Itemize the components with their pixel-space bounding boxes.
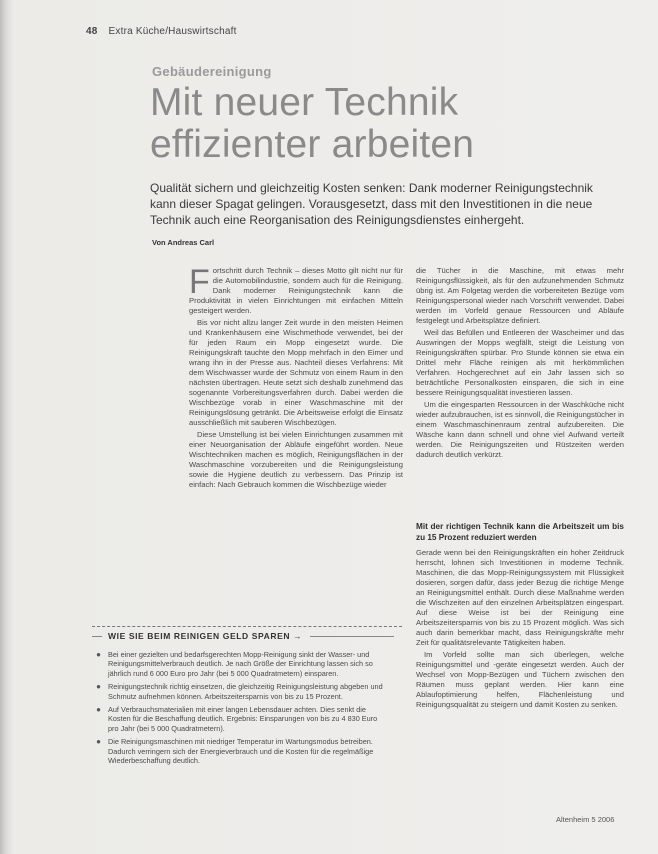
body-paragraph: die Tücher in die Maschine, mit etwas mehr Reinigungsflüssigkeit, als für den aufzunehmenden Schmutz übrig ist. Am Folgetag werden die vorbereiteten Bezüge vom Reinigungspersonal wieder nach Vorschrift verwendet. Dabei werden im Vorfeld genaue Ressourcen und Abläufe festgelegt und Arbeitsplätze definiert. [416, 266, 624, 325]
bullet-icon: ● [96, 737, 101, 747]
savings-tip-box [92, 626, 402, 821]
body-paragraph: Gerade wenn bei den Reinigungskräften ein hoher Zeitdruck herrscht, lohnen sich Investitionen in moderne Technik. Maschinen, die das Mopp-Reinigungssystem mit Flüssigkeit dosieren, sorgen dafür, dass jeder Bezug die richtige Menge an Reinigungsmittel enthält. Durch diese Maßnahme werden die Wischzeiten auf den einzelnen Arbeitsplätzen eingespart. Auf diese Weise ist bei der Reinigung eine Arbeitszeitersparnis von bis zu 15 Prozent möglich. Was sich auch darin bemerkbar macht, dass Reinigungskräfte mehr Zeit für qualitätsrelevante Tätigkeiten haben. [416, 548, 624, 647]
body-paragraph: Im Vorfeld sollte man sich überlegen, welche Reinigungsmittel und -geräte eingesetzt werden. Auch der Wechsel von Mopp-Bezügen und Tüchern zwischen den Räumen muss geplant werden. Hier kann eine Ablaufoptimierung helfen, Flächenleistung und Reinigungsqualität zu steigern und damit Kosten zu senken. [416, 650, 624, 709]
article-title [150, 82, 474, 166]
tip-box-title: WIE SIE BEIM REINIGEN GELD SPAREN [108, 631, 291, 641]
arrow-right-icon: → [293, 631, 303, 641]
bullet-icon: ● [96, 705, 101, 715]
article-lead: Qualität sichern und gleichzeitig Kosten senken: Dank moderner Reinigungstechnik kann dieser Spagat gelingen. Vorausgesetzt, dass mit den Investitionen in die neue Technik auch eine Reorganisation des Reinigungsdienstes einhergeht. [150, 181, 593, 227]
heading-rule [92, 636, 102, 637]
article-byline: Von Andreas Carl [152, 238, 215, 247]
body-paragraph: Um die eingesparten Ressourcen in der Waschküche nicht wieder aufzubrauchen, ist es sinnvoll, die Reinigungstücher in einem Waschmaschinenraum zentral aufzubereiten. Die Wäsche kann dann schnell und ohne viel Aufwand verteilt werden. Die Reinigungszeiten und Rüstzeiten werden dadurch deutlich verkürzt. [416, 400, 624, 459]
title-line: effizienter arbeiten [150, 123, 475, 166]
body-column-1 [189, 266, 403, 616]
heading-rule [310, 636, 394, 637]
body-paragraph: Weil das Befüllen und Entleeren der Wascheimer und das Auswringen der Mopps wegfällt, steigt die Leistung von Reinigungskräften spürbar. Pro Stunde können sie etwa ein Drittel mehr Fläche reinigen als mit herkömmlichen Verfahren. Hochgerechnet auf ein Jahr lassen sich so beträchtliche Personalkosten einsparen, die sich in eine bessere Reinigungsqualität investieren lassen. [416, 328, 624, 397]
paragraph-text: ortschritt durch Technik – dieses Motto gilt nicht nur für die Automobilindustrie, sondern auch für die Reinigung. Dank moderner Reinigungstechnik kann die Produktivität in vielen Einrichtungen mit einfachen Mitteln gesteigert werden. [189, 266, 403, 315]
bullet-icon: ● [96, 650, 101, 659]
section-name: Extra Küche/Hauswirtschaft [108, 26, 237, 37]
article-kicker: Gebäudereinigung [152, 64, 272, 79]
tip-text: Die Reinigungsmaschinen mit niedriger Temperatur im Wartungsmodus betreiben. Dadurch verringern sich der Energieverbrauch und die Kosten für die regelmäßige Wiederbeschaffung deutlich. [108, 737, 374, 766]
body-column-2 [416, 266, 624, 516]
page-footer: Altenheim 5 2006 [556, 815, 615, 824]
body-paragraph [189, 266, 403, 316]
body-column-3 [416, 522, 624, 812]
drop-cap: F [189, 266, 210, 301]
tip-list-item [92, 737, 388, 765]
body-paragraph: Bis vor nicht allzu langer Zeit wurde in den meisten Heimen und Krankenhäusern eine Wischmethode verwendet, bei der für jeden Raum ein Mopp eingesetzt wurde. Die Reinigungskraft tauchte den Mopp mehrfach in den Eimer und wrang ihn in der Presse aus. Nachteil dieses Verfahrens: Mit dem Wischwasser wurde der Schmutz von einem Raum in den nächsten übertragen. Heute setzt sich deshalb zunehmend das sogenannte Vorbereitungsverfahren durch. Dabei werden die Wischbezüge vorab in einer Waschmaschine mit der Reinigungslösung getränkt. Die Arbeitsweise erfolgt die Einsatz ausschließlich mit sauberen Wischbezügen. [189, 318, 403, 427]
title-line: Mit neuer Technik [150, 81, 459, 124]
tip-list-item [92, 682, 388, 701]
bullet-icon: ● [96, 682, 101, 692]
section-subhead: Mit der richtigen Technik kann die Arbeitszeit um bis zu 15 Prozent reduziert werden [416, 522, 624, 542]
tip-list [92, 650, 388, 769]
page-header [86, 26, 237, 37]
tip-text: Auf Verbrauchsmaterialien mit einer langen Lebensdauer achten. Dies senkt die Kosten für die Beschaffung deutlich. Ergebnis: Einsparungen von bis zu 4 830 Euro pro Jahr (bei 5 000 Quadratmetern). [108, 705, 378, 733]
dashed-divider [92, 626, 402, 627]
tip-list-item [92, 650, 388, 678]
tip-box-heading [92, 631, 402, 641]
tip-text: Reinigungstechnik richtig einsetzen, die gleichzeitig Reinigungsleistung abgeben und Schmutz aufnehmen können. Arbeitszeitersparnis von bis zu 15 Prozent. [108, 682, 383, 701]
tip-text: Bei einer gezielten und bedarfsgerechten Mopp-Reinigung sinkt der Wasser- und Reinigungsmittelverbrauch deutlich. Je nach Größe der Einrichtung lassen sich so jährlich rund 6 000 Euro pro Jahr (bei 5 000 Quadratmetern) einsparen. [108, 650, 373, 678]
page-number: 48 [86, 26, 98, 37]
body-paragraph: Diese Umstellung ist bei vielen Einrichtungen zusammen mit einer Neuorganisation der Abläufe eingeführt worden. Neue Wischtechniken machen es möglich, Reinigungsflächen in der Waschmaschine vorzubereiten und die Reinigungsleistung sowie die Hygiene deutlich zu verbessern. Das Prinzip ist einfach: Nach Gebrauch kommen die Wischbezüge wieder [189, 430, 403, 489]
tip-list-item [92, 705, 388, 733]
